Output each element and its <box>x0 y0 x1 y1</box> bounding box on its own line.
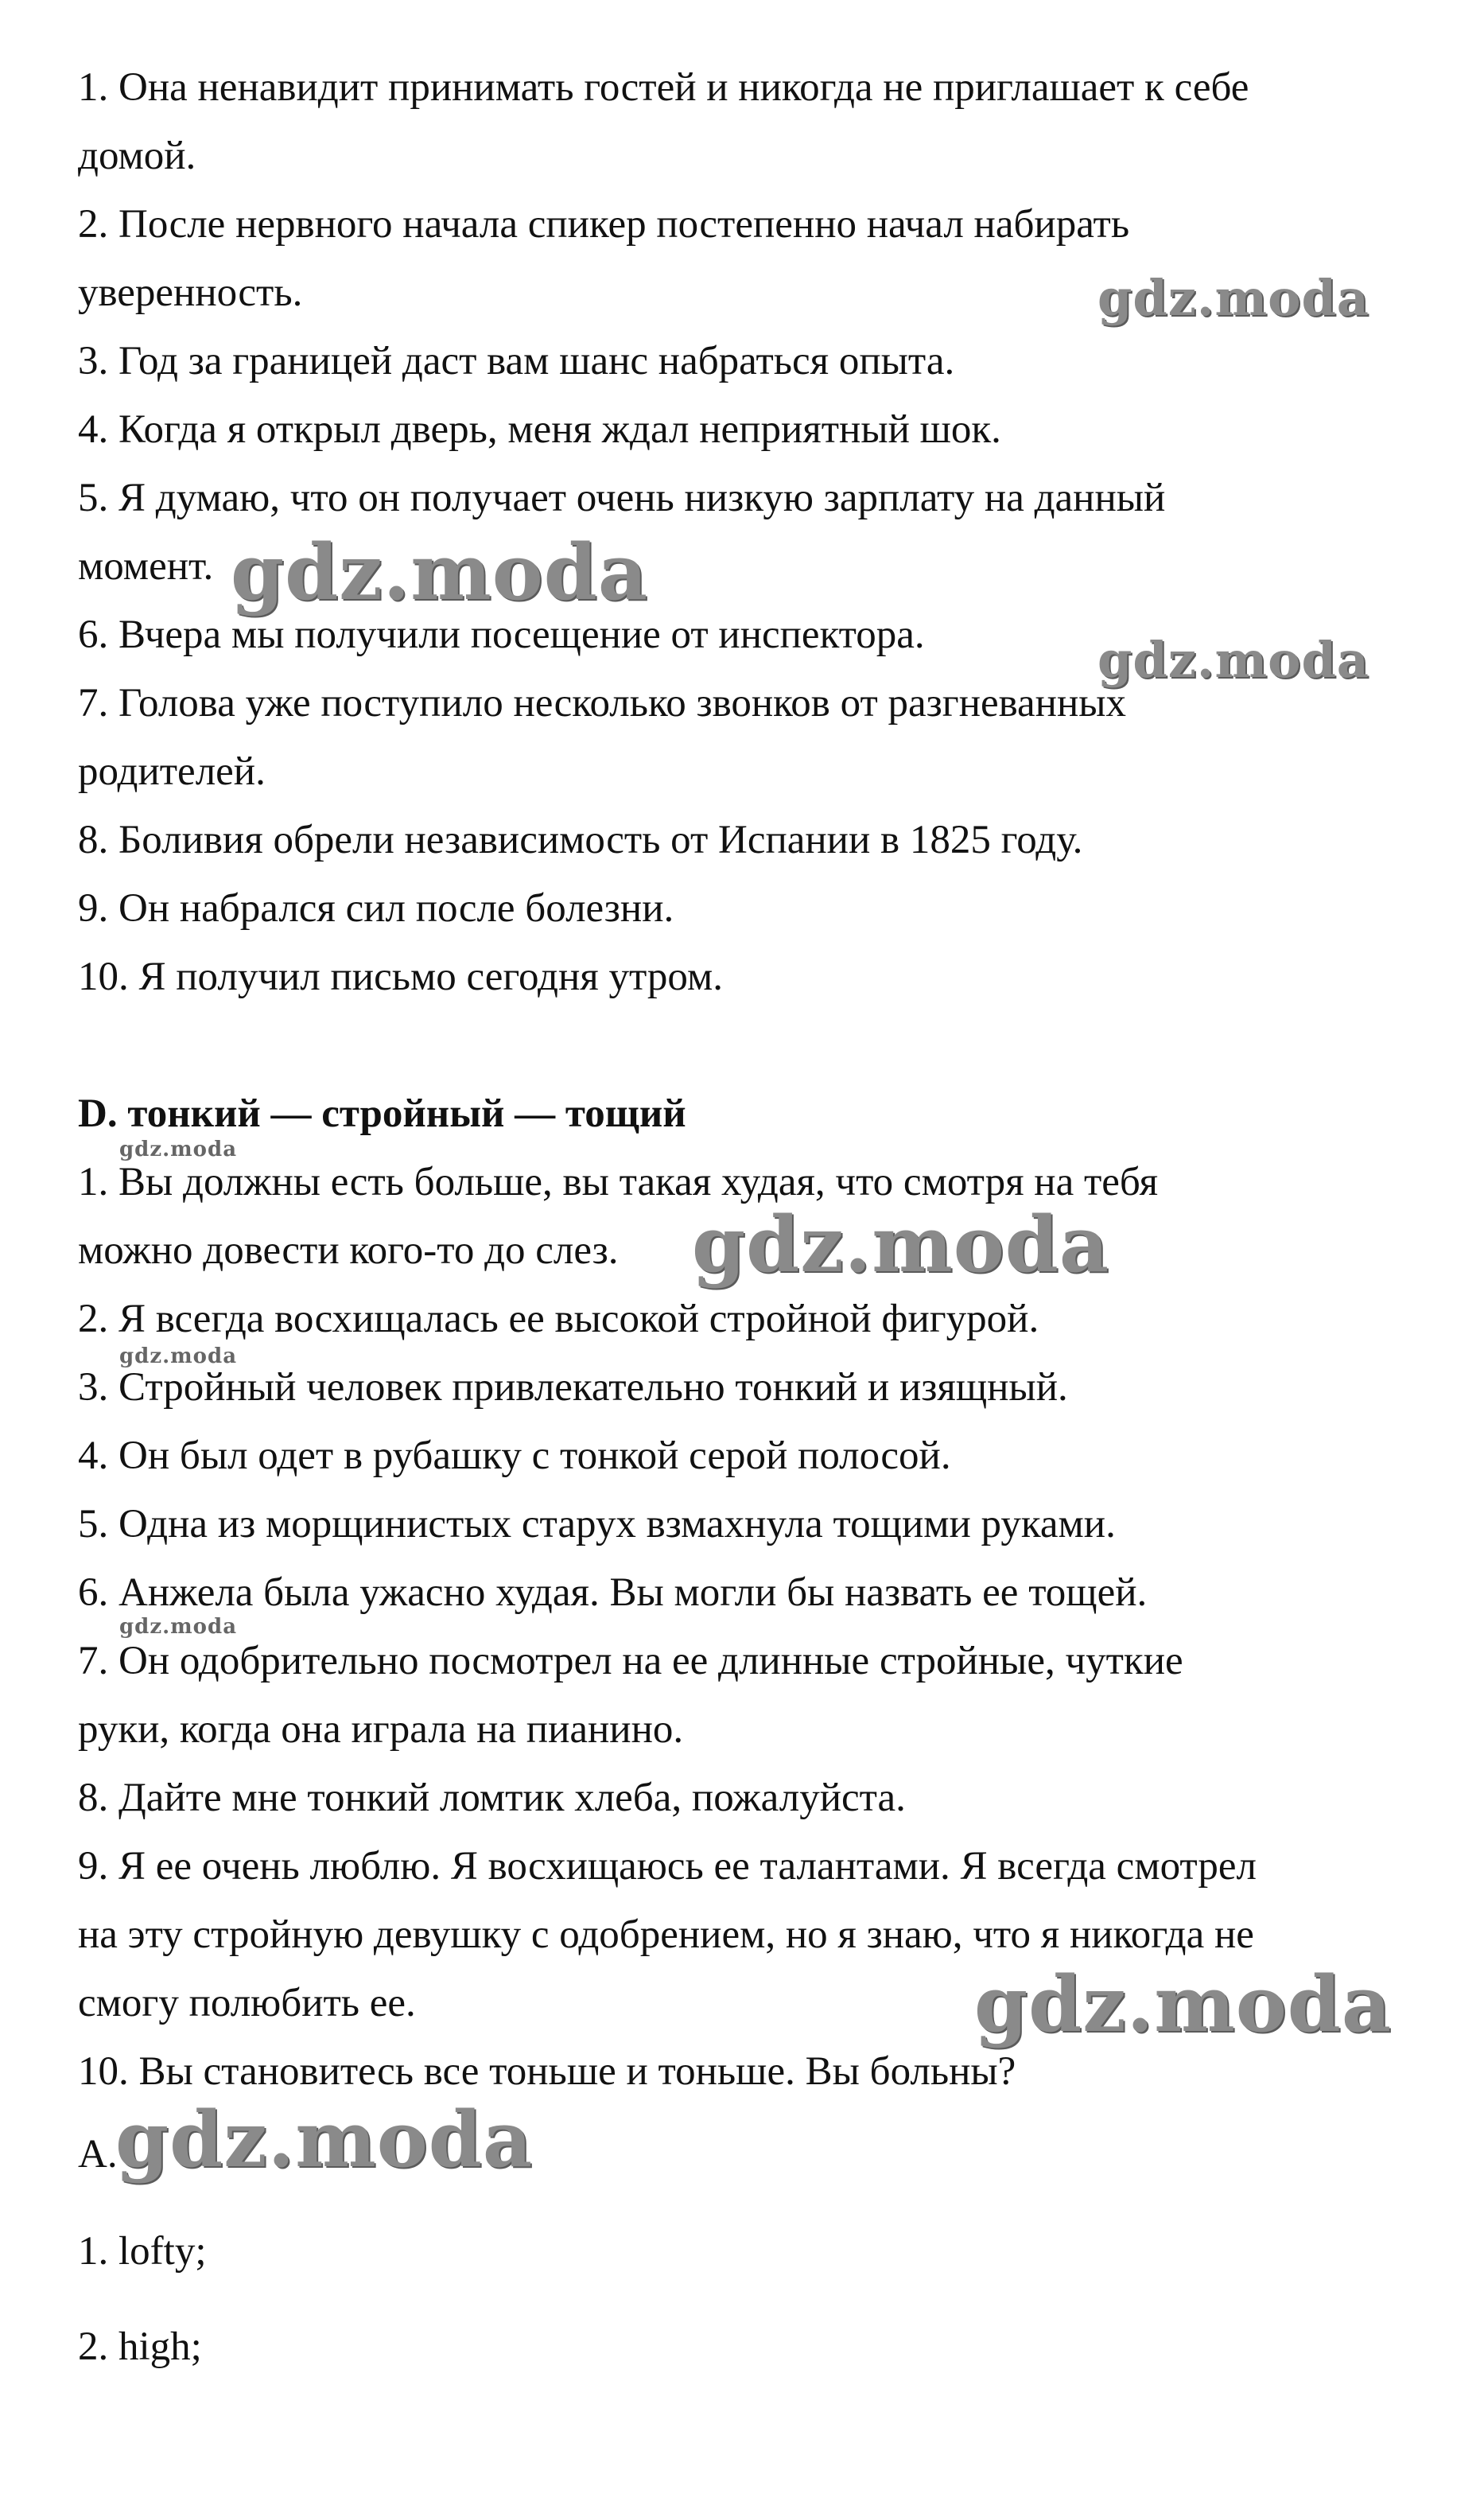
text-line: 3. Год за границей даст вам шанс набраться опыта. <box>78 339 955 383</box>
text-line: смогу полюбить ее. <box>78 1981 416 2025</box>
watermark: gdz.moda <box>1097 269 1369 327</box>
answer-item: 1. lofty; <box>78 2229 207 2274</box>
answer-label: A. <box>78 2132 118 2177</box>
text-line: руки, когда она играла на пианино. <box>78 1707 684 1752</box>
text-line: 7. Он одобрительно посмотрел на ее длинные стройные, чуткие <box>78 1639 1183 1683</box>
text-line: домой. <box>78 134 196 178</box>
text-line: 5. Я думаю, что он получает очень низкую зарплату на данный <box>78 476 1166 520</box>
text-line: 1. Она ненавидит принимать гостей и никогда не приглашает к себе <box>78 65 1249 110</box>
text-line: 2. Я всегда восхищалась ее высокой стройной фигурой. <box>78 1297 1039 1341</box>
text-line: 10. Я получил письмо сегодня утром. <box>78 955 723 999</box>
text-line: 9. Я ее очень люблю. Я восхищаюсь ее талантами. Я всегда смотрел <box>78 1844 1257 1889</box>
text-line: 10. Вы становитесь все тоньше и тоньше. Вы больны? <box>78 2049 1016 2094</box>
text-line: 1. Вы должны есть больше, вы такая худая, что смотря на тебя <box>78 1160 1159 1204</box>
text-line: 3. Стройный человек привлекательно тонкий и изящный. <box>78 1365 1068 1410</box>
text-line: 4. Он был одет в рубашку с тонкой серой полосой. <box>78 1434 951 1478</box>
watermark: gdz.moda <box>231 527 649 617</box>
text-line: 2. После нервного начала спикер постепенно начал набирать <box>78 202 1130 247</box>
text-line: 4. Когда я открыл дверь, меня ждал неприятный шок. <box>78 407 1001 452</box>
section-heading: D. тонкий — стройный — тощий <box>78 1091 686 1136</box>
text-line: 8. Дайте мне тонкий ломтик хлеба, пожалуйста. <box>78 1776 906 1820</box>
answer-item: 2. high; <box>78 2324 202 2369</box>
watermark: gdz.moda <box>119 1138 238 1161</box>
watermark: gdz.moda <box>119 1615 238 1639</box>
text-line: 6. Анжела была ужасно худая. Вы могли бы назвать ее тощей. <box>78 1570 1148 1615</box>
text-line: 8. Боливия обрели независимость от Испании в 1825 году. <box>78 818 1083 862</box>
watermark: gdz.moda <box>692 1200 1110 1290</box>
watermark: gdz.moda <box>115 2095 534 2184</box>
text-line: на эту стройную девушку с одобрением, но я знаю, что я никогда не <box>78 1912 1254 1957</box>
text-line: 6. Вчера мы получили посещение от инспектора. <box>78 613 925 657</box>
text-line: 7. Голова уже поступило несколько звонков от разгневанных <box>78 681 1127 726</box>
text-line: можно довести кого-то до слез. <box>78 1228 619 1273</box>
watermark: gdz.moda <box>119 1344 238 1368</box>
text-line: уверенность. <box>78 270 303 315</box>
text-line: 9. Он набрался сил после болезни. <box>78 886 674 931</box>
text-line: родителей. <box>78 749 266 794</box>
text-line: 5. Одна из морщинистых старух взмахнула тощими руками. <box>78 1502 1116 1546</box>
watermark: gdz.moda <box>1097 631 1369 689</box>
watermark: gdz.moda <box>974 1959 1393 2049</box>
text-line: момент. <box>78 544 214 589</box>
